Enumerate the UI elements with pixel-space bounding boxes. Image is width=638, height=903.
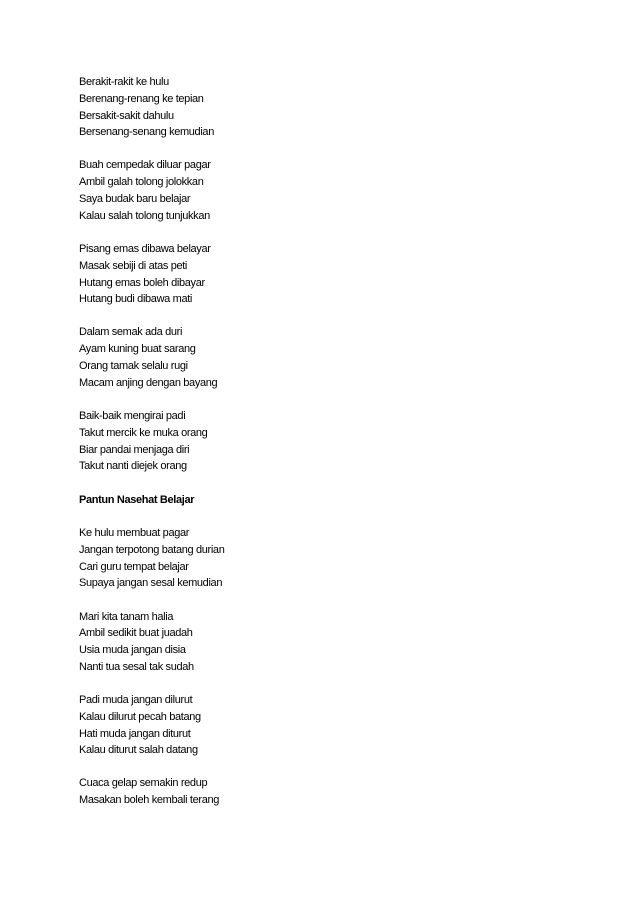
pantun-line: Baik-baik mengirai padi: [79, 409, 186, 422]
pantun-line: Bersenang-senang kemudian: [79, 126, 214, 139]
pantun-line: Takut mercik ke muka orang: [79, 426, 208, 439]
pantun-line: Hutang budi dibawa mati: [79, 293, 193, 306]
pantun-line: Nanti tua sesal tak sudah: [79, 660, 194, 673]
pantun-stanza: [79, 692, 599, 759]
pantun-line: Ambil sedikit buat juadah: [79, 627, 193, 640]
pantun-line: Supaya jangan sesal kemudian: [79, 577, 223, 590]
pantun-stanza: [79, 74, 599, 141]
pantun-stanza: [79, 525, 599, 592]
pantun-line: Kalau dilurut pecah batang: [79, 710, 201, 723]
pantun-line: Orang tamak selalu rugi: [79, 360, 188, 373]
pantun-line: Masakan boleh kembali terang: [79, 794, 220, 807]
pantun-stanza: [79, 157, 599, 224]
pantun-section-1: [79, 74, 599, 475]
pantun-line: Ke hulu membuat pagar: [79, 527, 190, 540]
pantun-line: Jangan terpotong batang durian: [79, 543, 225, 556]
document-content: [79, 74, 599, 825]
pantun-line: Usia muda jangan disia: [79, 644, 186, 657]
pantun-line: Masak sebiji di atas peti: [79, 259, 188, 272]
pantun-line: Saya budak baru belajar: [79, 193, 191, 206]
pantun-line: Takut nanti diejek orang: [79, 460, 187, 473]
pantun-line: Pisang emas dibawa belayar: [79, 242, 211, 255]
pantun-stanza: [79, 775, 599, 809]
pantun-stanza: [79, 609, 599, 676]
pantun-line: Kalau salah tolong tunjukkan: [79, 209, 210, 222]
pantun-line: Mari kita tanam halia: [79, 610, 174, 623]
pantun-line: Dalam semak ada duri: [79, 326, 183, 339]
pantun-stanza: [79, 324, 599, 391]
pantun-line: Berenang-renang ke tepian: [79, 92, 204, 105]
pantun-line: Macam anjing dengan bayang: [79, 376, 218, 389]
pantun-line: Biar pandai menjaga diri: [79, 443, 190, 456]
pantun-line: Ambil galah tolong jolokkan: [79, 176, 204, 189]
pantun-line: Bersakit-sakit dahulu: [79, 109, 174, 122]
section-heading: Pantun Nasehat Belajar: [79, 493, 195, 506]
pantun-stanza: [79, 408, 599, 475]
pantun-line: Buah cempedak diluar pagar: [79, 159, 211, 172]
pantun-line: Hutang emas boleh dibayar: [79, 276, 205, 289]
pantun-line: Padi muda jangan dilurut: [79, 693, 193, 706]
pantun-section-2: [79, 525, 599, 809]
pantun-line: Ayam kuning buat sarang: [79, 343, 196, 356]
pantun-line: Kalau diturut salah datang: [79, 744, 198, 757]
pantun-stanza: [79, 241, 599, 308]
pantun-line: Cari guru tempat belajar: [79, 560, 189, 573]
pantun-line: Cuaca gelap semakin redup: [79, 777, 208, 790]
pantun-line: Hati muda jangan diturut: [79, 727, 191, 740]
pantun-line: Berakit-rakit ke hulu: [79, 76, 169, 88]
